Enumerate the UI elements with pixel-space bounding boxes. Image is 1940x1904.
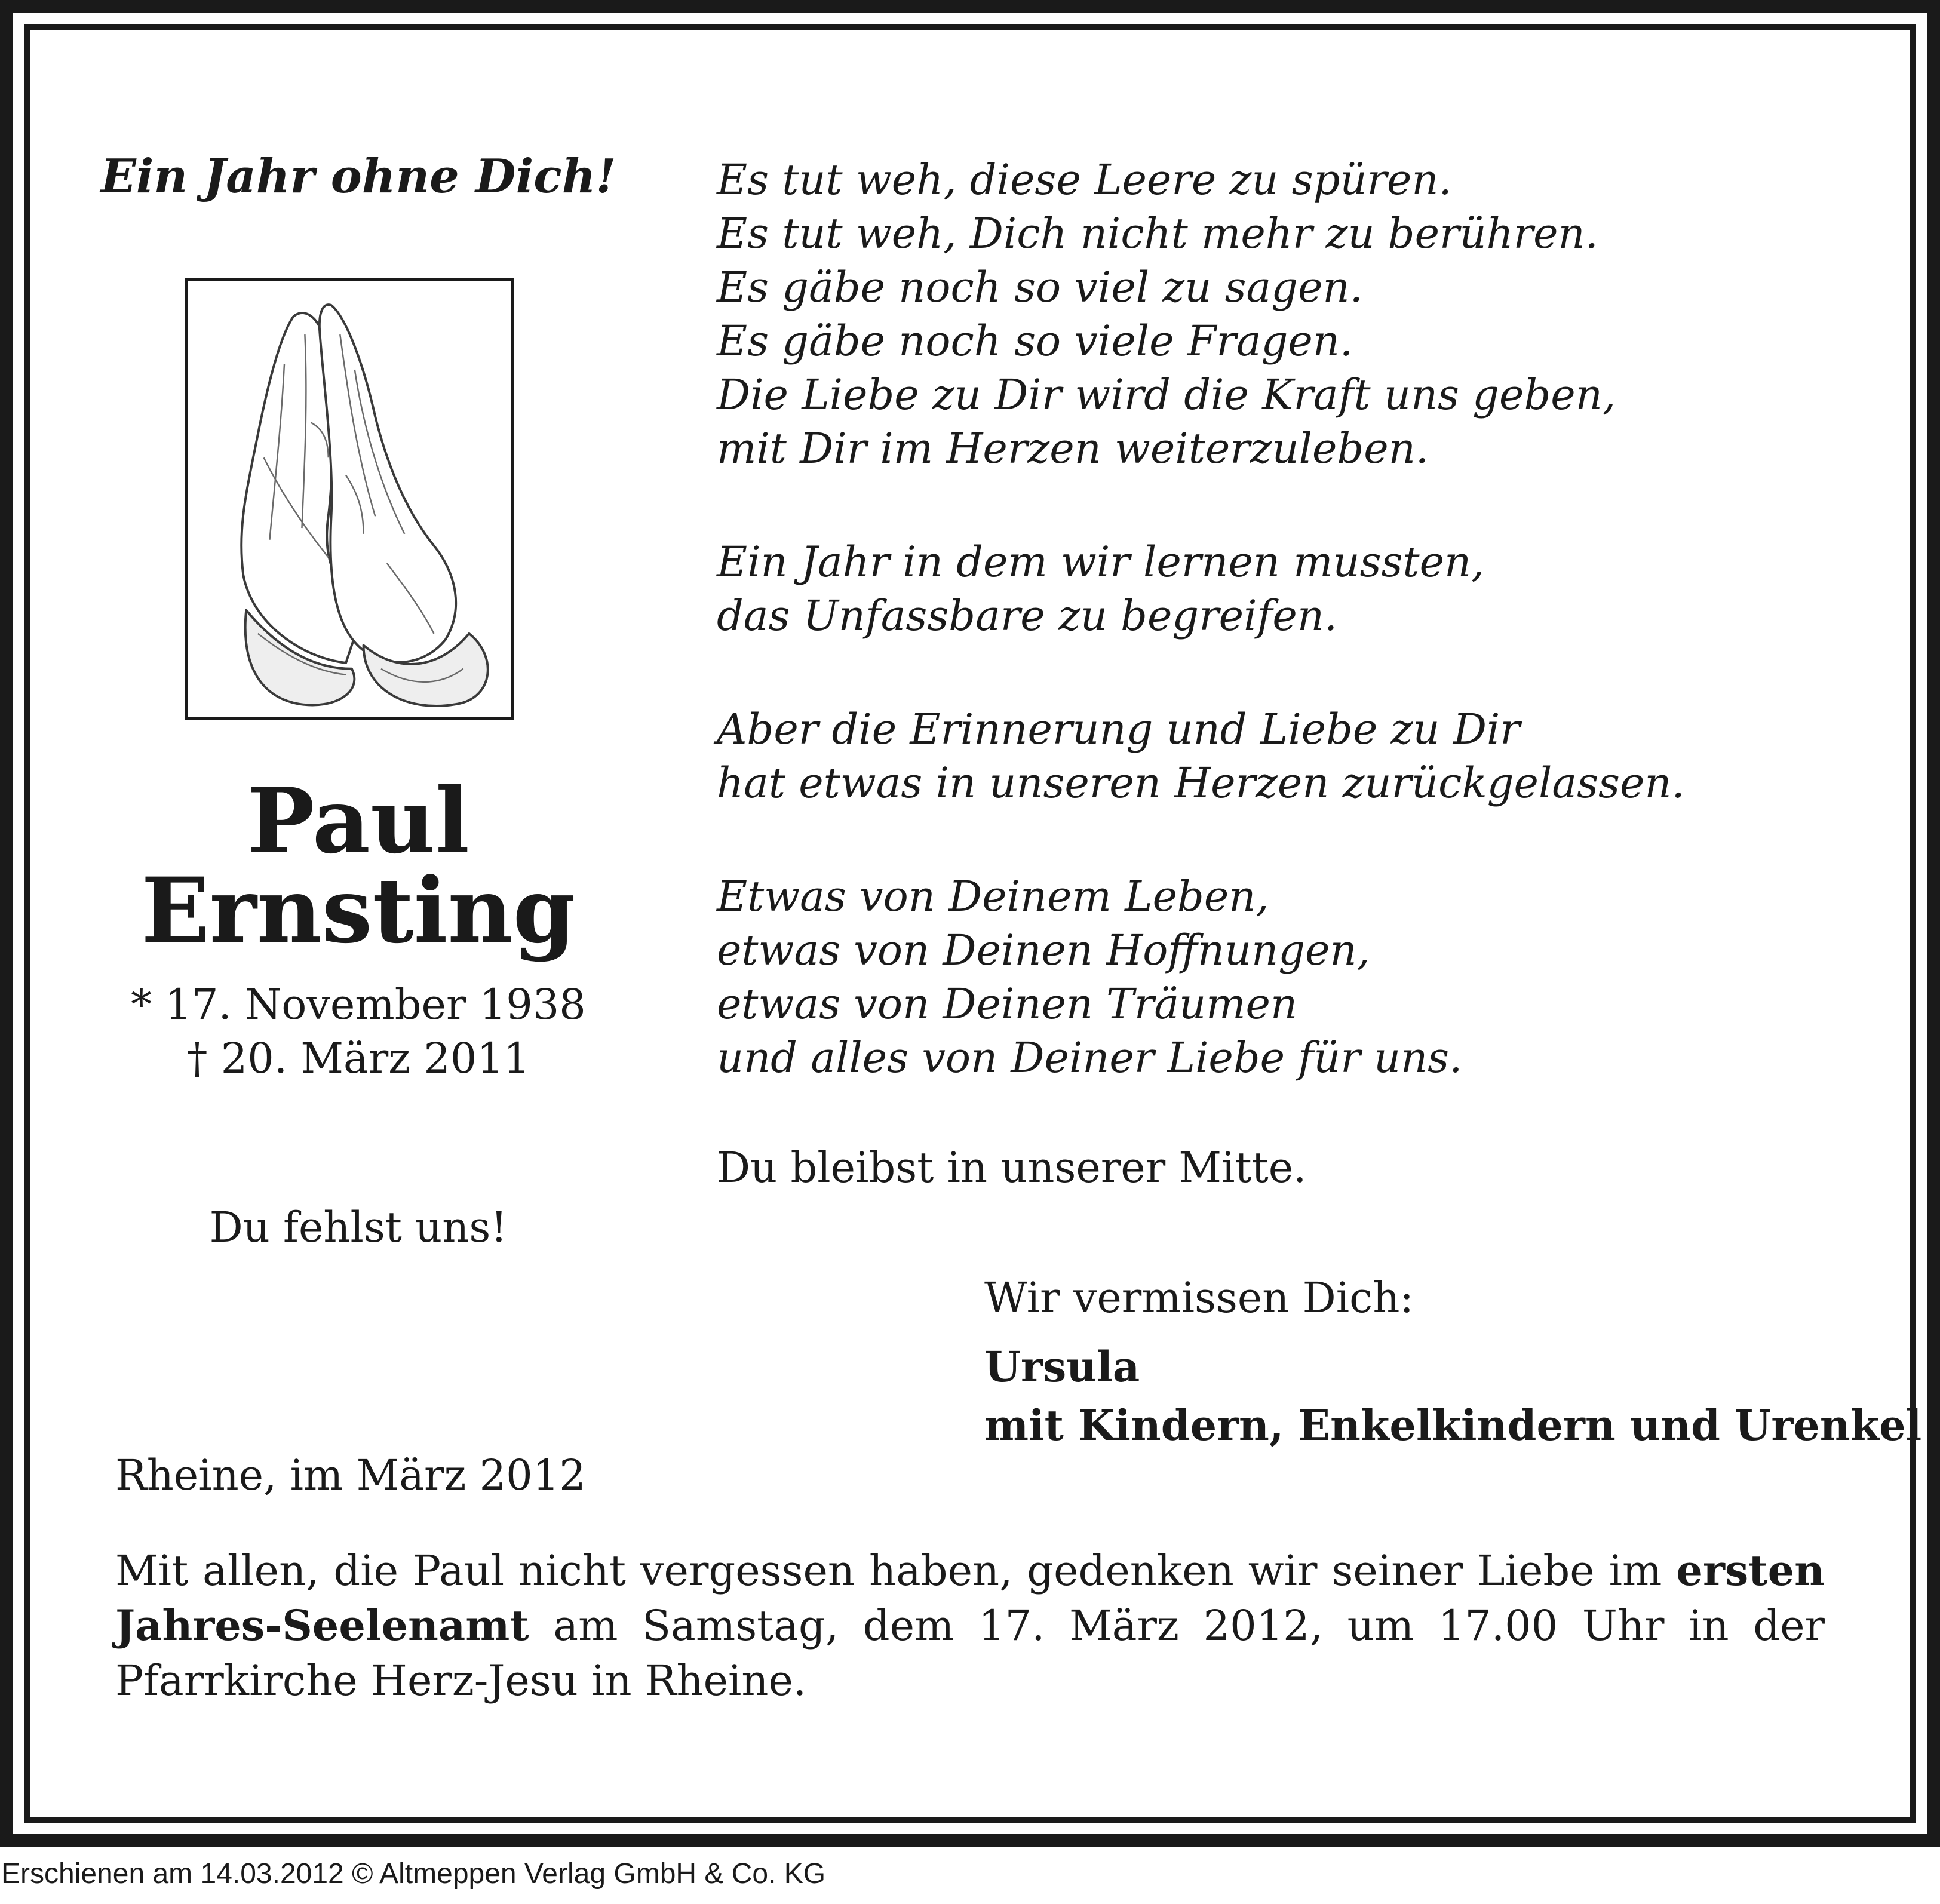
poem-line: Aber die Erinnerung und Liebe zu Dir xyxy=(717,705,1520,754)
birth-date: * 17. November 1938 xyxy=(131,980,586,1029)
signoff-family: mit Kindern, Enkelkindern und Urenkel xyxy=(984,1401,1922,1450)
poem-line: Es tut weh, diese Leere zu spüren. xyxy=(717,155,1452,204)
publication-footer: Erschienen am 14.03.2012 © Altmeppen Verlag GmbH & Co. KG xyxy=(1,1858,826,1890)
signoff-name: Ursula xyxy=(984,1342,1140,1392)
signoff-intro: Wir vermissen Dich: xyxy=(984,1273,1414,1322)
poem-line: Es gäbe noch so viele Fragen. xyxy=(717,317,1353,366)
poem-line: mit Dir im Herzen weiterzuleben. xyxy=(717,424,1429,473)
place-date: Rheine, im März 2012 xyxy=(115,1451,586,1500)
poem-line: Es tut weh, Dich nicht mehr zu berühren. xyxy=(717,209,1598,258)
poem-line: Etwas von Deinem Leben, xyxy=(717,872,1269,921)
notice-text: Mit allen, die Paul nicht vergessen haben, gedenken wir seiner Liebe im xyxy=(115,1546,1677,1595)
left-closing: Du fehlst uns! xyxy=(209,1203,508,1252)
poem-closing: Du bleibst in unserer Mitte. xyxy=(717,1143,1307,1192)
death-date: † 20. März 2011 xyxy=(186,1034,530,1083)
praying-hands-icon xyxy=(185,278,514,720)
poem-line: Es gäbe noch so viel zu sagen. xyxy=(717,263,1363,312)
poem-line: etwas von Deinen Träumen xyxy=(717,979,1298,1028)
notice-text: am Samstag, dem 17. März 2012, um 17.00 Uhr in der Pfarrkirche Herz-Jesu in Rheine. xyxy=(115,1601,1825,1705)
name-first: Paul xyxy=(247,769,469,874)
name-last: Ernsting xyxy=(141,858,576,963)
poem-line: Die Liebe zu Dir wird die Kraft uns geben, xyxy=(717,370,1616,419)
heading: Ein Jahr ohne Dich! xyxy=(100,149,616,204)
notice-bold-text: ersten Jahres-Seelenamt xyxy=(115,1546,1825,1650)
poem-line: und alles von Deiner Liebe für uns. xyxy=(717,1033,1463,1082)
poem-line: Ein Jahr in dem wir lernen mussten, xyxy=(717,538,1485,586)
poem-line: hat etwas in unseren Herzen zurückgelassen. xyxy=(717,758,1685,807)
memorial-notice xyxy=(115,1543,1825,1708)
poem-line: etwas von Deinen Hoffnungen, xyxy=(717,926,1370,975)
poem-line: das Unfassbare zu begreifen. xyxy=(717,591,1338,640)
